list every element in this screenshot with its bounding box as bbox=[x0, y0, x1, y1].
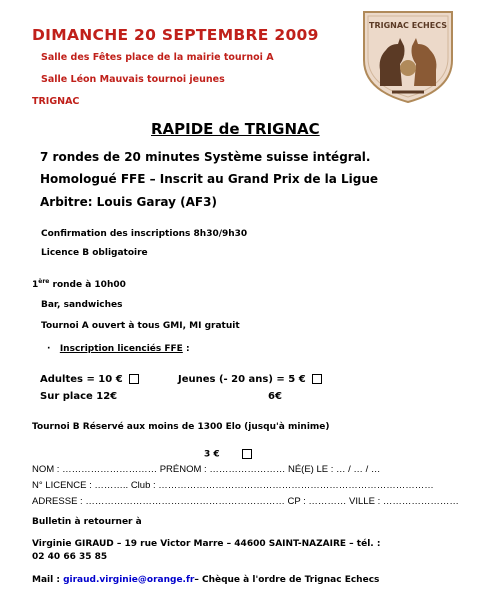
round-rest: ronde à 10h00 bbox=[49, 280, 126, 290]
mail-rest: – Chèque à l'ordre de Trignac Echecs bbox=[194, 575, 380, 585]
round-sup: ère bbox=[38, 278, 50, 285]
inscription-line bbox=[47, 344, 190, 354]
fee-surplace-jeunes: 6€ bbox=[268, 391, 282, 402]
bar-text: Bar, sandwiches bbox=[41, 300, 123, 310]
contact-text: Virginie GIRAUD – 19 rue Victor Marre – 44600 SAINT-NAZAIRE – tél. : bbox=[32, 539, 381, 549]
licence-text: Licence B obligatoire bbox=[41, 248, 148, 258]
bullet-icon: · bbox=[47, 344, 51, 354]
tournoi-b-fee-label: 3 € bbox=[204, 449, 220, 460]
form-licence-line[interactable]: N° LICENCE : ……….. Club : …………………………………………………………………………… bbox=[32, 480, 434, 491]
tournoi-b-checkbox[interactable] bbox=[242, 449, 252, 459]
venue-a: Salle des Fêtes place de la mairie tournoi A bbox=[41, 52, 274, 63]
mail-line bbox=[32, 575, 379, 585]
mail-link[interactable]: giraud.virginie@orange.fr bbox=[63, 575, 195, 585]
fee-adultes bbox=[40, 374, 139, 385]
confirmation-text: Confirmation des inscriptions 8h30/9h30 bbox=[41, 229, 248, 239]
tournoi-a-text: Tournoi A ouvert à tous GMI, MI gratuit bbox=[41, 321, 240, 331]
round-num: 1 bbox=[32, 280, 39, 290]
event-heading: RAPIDE de TRIGNAC bbox=[151, 120, 320, 138]
bulletin-text: Bulletin à retourner à bbox=[32, 517, 142, 527]
phone-text: 02 40 66 35 85 bbox=[32, 552, 108, 562]
form-nom-line[interactable]: NOM : ………………………… PRÉNOM : …………………… NÉ(E) LE : … / … / … bbox=[32, 464, 381, 475]
fee-adultes-label: Adultes = 10 € bbox=[40, 374, 123, 385]
fee-jeunes bbox=[178, 374, 322, 385]
jeunes-checkbox[interactable] bbox=[312, 374, 322, 384]
inscription-label: Inscription licenciés FFE bbox=[59, 344, 183, 354]
svg-text:TRIGNAC ECHECS: TRIGNAC ECHECS bbox=[369, 21, 447, 30]
event-line-rounds: 7 rondes de 20 minutes Système suisse intégral. bbox=[40, 150, 371, 164]
city-label: TRIGNAC bbox=[32, 96, 80, 107]
fee-jeunes-label: Jeunes (- 20 ans) = 5 € bbox=[178, 374, 306, 385]
event-line-arbiter: Arbitre: Louis Garay (AF3) bbox=[40, 195, 217, 209]
tournoi-b-text: Tournoi B Réservé aux moins de 1300 Elo (jusqu'à minime) bbox=[32, 422, 330, 432]
inscription-colon: : bbox=[182, 344, 190, 354]
mail-label: Mail : bbox=[32, 575, 64, 585]
form-adresse-line[interactable]: ADRESSE : ……………………………………………………… CP : ………… VILLE : …………………… bbox=[32, 496, 459, 507]
club-logo bbox=[360, 8, 456, 104]
date-title: DIMANCHE 20 SEPTEMBRE 2009 bbox=[32, 26, 319, 44]
fee-surplace: Sur place 12€ bbox=[40, 391, 118, 402]
first-round-text bbox=[32, 278, 126, 290]
event-line-homologation: Homologué FFE – Inscrit au Grand Prix de la Ligue bbox=[40, 172, 379, 186]
tournoi-b-fee bbox=[204, 449, 252, 460]
adultes-checkbox[interactable] bbox=[129, 374, 139, 384]
venue-b: Salle Léon Mauvais tournoi jeunes bbox=[41, 74, 225, 85]
